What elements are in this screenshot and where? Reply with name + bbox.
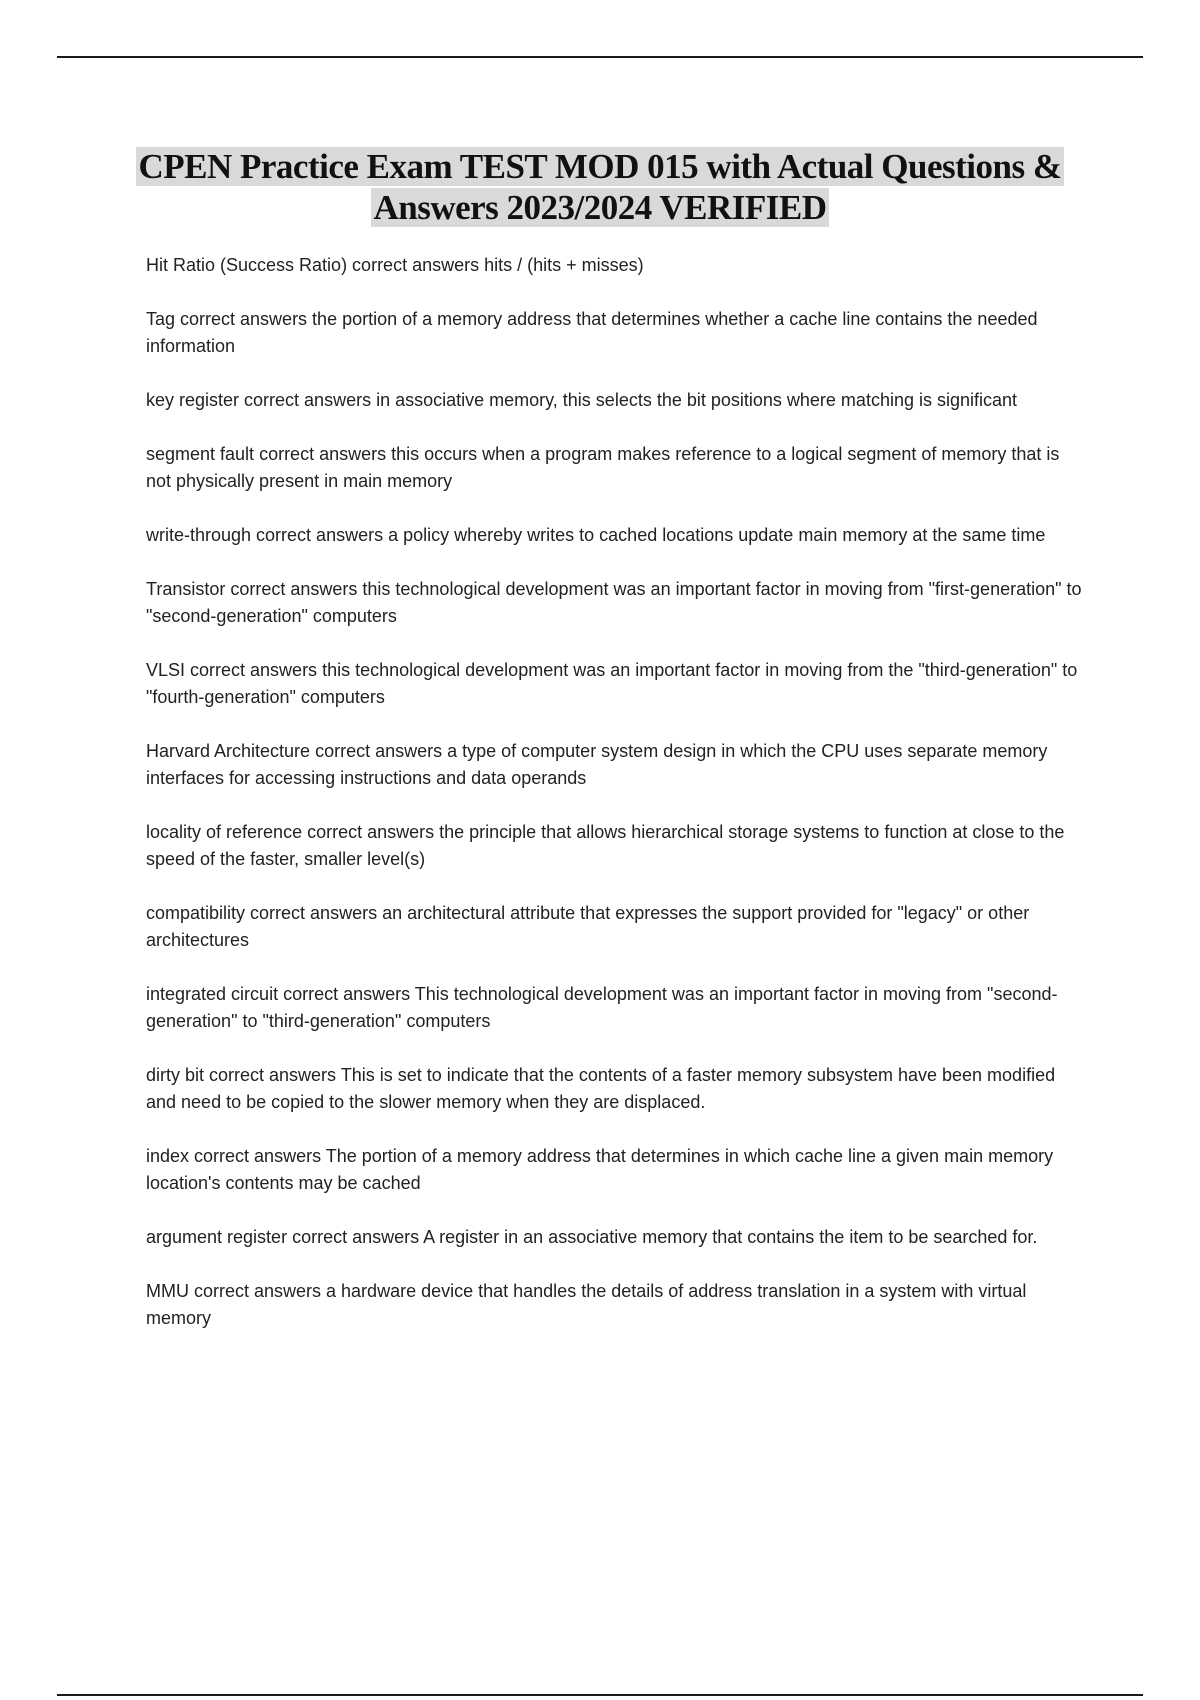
qa-item: MMU correct answers a hardware device that handles the details of address translation in a system with virtual memory (146, 1281, 1027, 1328)
qa-item: integrated circuit correct answers This technological development was an important factor in moving from "second-generation" to "third-generation" computers (146, 984, 1058, 1031)
qa-item: dirty bit correct answers This is set to indicate that the contents of a faster memory subsystem have been modified and need to be copied to the slower memory when they are displaced. (146, 1065, 1056, 1112)
qa-item: Tag correct answers the portion of a memory address that determines whether a cache line contains the needed information (146, 309, 1038, 356)
qa-item: Harvard Architecture correct answers a type of computer system design in which the CPU uses separate memory interfaces for accessing instructions and data operands (146, 741, 1048, 788)
qa-item: segment fault correct answers this occurs when a program makes reference to a logical segment of memory that is not physically present in main memory (146, 444, 1060, 491)
qa-item: locality of reference correct answers the principle that allows hierarchical storage systems to function at close to the speed of the faster, smaller level(s) (146, 822, 1065, 869)
qa-item: index correct answers The portion of a memory address that determines in which cache line a given main memory location's contents may be cached (146, 1146, 1054, 1193)
qa-item: compatibility correct answers an architectural attribute that expresses the support provided for "legacy" or other architectures (146, 903, 1030, 950)
document-title-text: CPEN Practice Exam TEST MOD 015 with Actual Questions & Answers 2023/2024 VERIFIED (138, 147, 1062, 227)
qa-item: Hit Ratio (Success Ratio) correct answers hits / (hits + misses) (146, 255, 644, 275)
qa-item: VLSI correct answers this technological development was an important factor in moving from the "third-generation" to "fourth-generation" computers (146, 660, 1078, 707)
top-rule (57, 56, 1143, 58)
qa-item: argument register correct answers A register in an associative memory that contains the item to be searched for. (146, 1227, 1038, 1247)
qa-list (146, 252, 1086, 1359)
qa-item: key register correct answers in associative memory, this selects the bit positions where matching is significant (146, 390, 1018, 410)
document-title (100, 146, 1100, 228)
qa-item: Transistor correct answers this technological development was an important factor in moving from "first-generation" to "second-generation" computers (146, 579, 1082, 626)
qa-item: write-through correct answers a policy whereby writes to cached locations update main memory at the same time (146, 525, 1046, 545)
bottom-rule (57, 1694, 1143, 1696)
